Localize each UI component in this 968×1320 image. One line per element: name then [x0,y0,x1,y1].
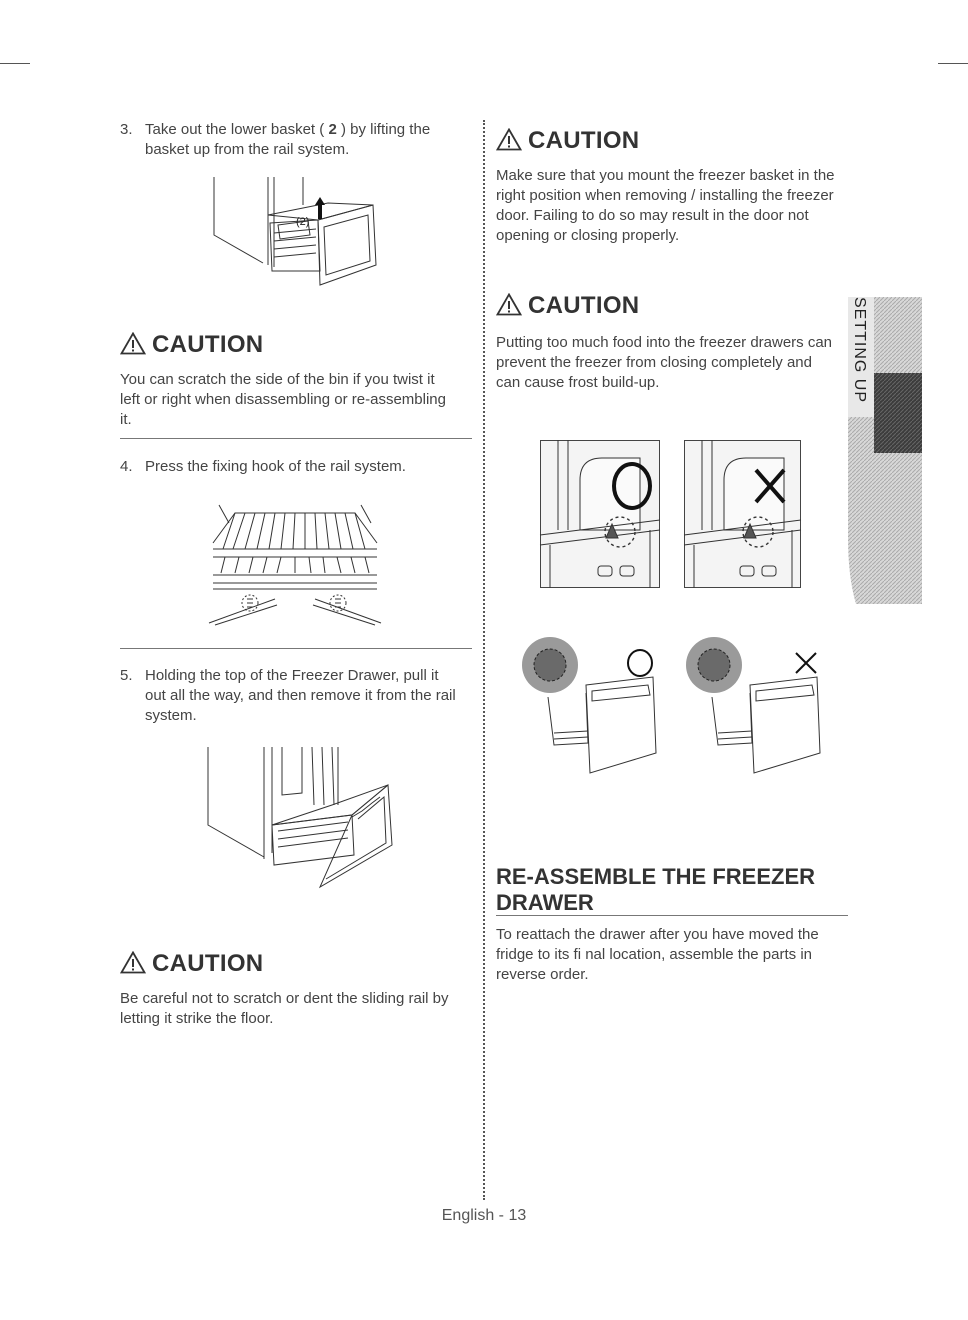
caution-line: right position when removing / installing the freezer [496,187,834,204]
incorrect-door-illustration [682,635,827,775]
caution-line: Make sure that you mount the freezer basket in the [496,167,835,184]
caution-line: opening or closing properly. [496,227,680,244]
caution-line: can cause frost build-up. [496,374,660,391]
section-title-rule [496,915,848,916]
rail-hook-illustration [205,493,385,633]
step-text-part: out all the way, and then remove it from the rail [145,687,456,704]
freezer-drawer-illustration [202,745,397,895]
step-text-part: basket up from the rail system. [145,141,350,158]
step-text-part: ) by lifting the [336,121,431,138]
caution-line: it. [120,411,132,428]
step-text-part: Holding the top of the Freezer Drawer, pull it [145,667,439,684]
step-text [145,120,475,160]
caution-text [496,333,856,393]
caution-heading [496,292,639,320]
page-footer: English - 13 [441,1207,527,1224]
incorrect-mount-illustration [684,440,801,588]
step-number: 3. [120,121,133,138]
incorrect-symbol-icon [796,653,816,673]
section-title-line: RE-ASSEMBLE THE FREEZER [496,864,816,889]
step-bold-number: 2 [328,121,337,138]
side-tab [848,297,874,417]
section-rule [120,648,472,649]
section-title-line: DRAWER [496,890,594,915]
caution-heading [496,127,639,155]
caution-heading [120,331,263,359]
step-4 [120,457,470,479]
column-divider [483,120,485,1200]
correct-symbol-icon [628,650,652,676]
warning-triangle-icon [120,951,146,974]
caution-line: prevent the freezer from closing completely and [496,354,812,371]
step-number: 4. [120,458,133,475]
caution-text [120,989,475,1029]
caution-line: You can scratch the side of the bin if you twist it [120,371,435,388]
warning-triangle-icon [120,332,146,355]
warning-triangle-icon [496,128,522,151]
caution-line: door. Failing to do so may result in the door not [496,207,809,224]
caution-title: CAUTION [528,292,640,319]
step-text [145,666,480,726]
correct-mount-illustration [540,440,660,588]
crop-mark-right [938,63,968,64]
section-rule [120,438,472,439]
correct-door-illustration [518,635,663,775]
section-text [496,925,856,985]
caution-title: CAUTION [152,331,264,358]
caution-text [496,166,856,246]
basket-callout-label: (2) [296,216,310,228]
section-title [496,864,851,916]
caution-text [120,370,475,430]
caution-heading [120,950,263,978]
section-line: fridge to its fi nal location, assemble the parts in [496,946,812,963]
warning-triangle-icon [496,293,522,316]
section-line: To reattach the drawer after you have moved the [496,926,819,943]
section-line: reverse order. [496,966,589,983]
crop-mark-left [0,63,30,64]
caution-title: CAUTION [528,127,640,154]
lower-basket-illustration [208,175,388,295]
caution-line: letting it strike the floor. [120,1010,274,1027]
caution-title: CAUTION [152,950,264,977]
step-text: Press the fixing hook of the rail system. [145,458,406,475]
step-number: 5. [120,667,133,684]
side-tab-label: SETTING UP [851,297,868,404]
step-text-part: Take out the lower basket ( [145,121,329,138]
caution-line: Be careful not to scratch or dent the sliding rail by [120,990,449,1007]
step-3 [120,120,470,162]
step-text-part: system. [145,707,197,724]
caution-line: Putting too much food into the freezer drawers can [496,334,833,351]
step-5 [120,666,475,728]
caution-line: left or right when disassembling or re-assembling [120,391,446,408]
